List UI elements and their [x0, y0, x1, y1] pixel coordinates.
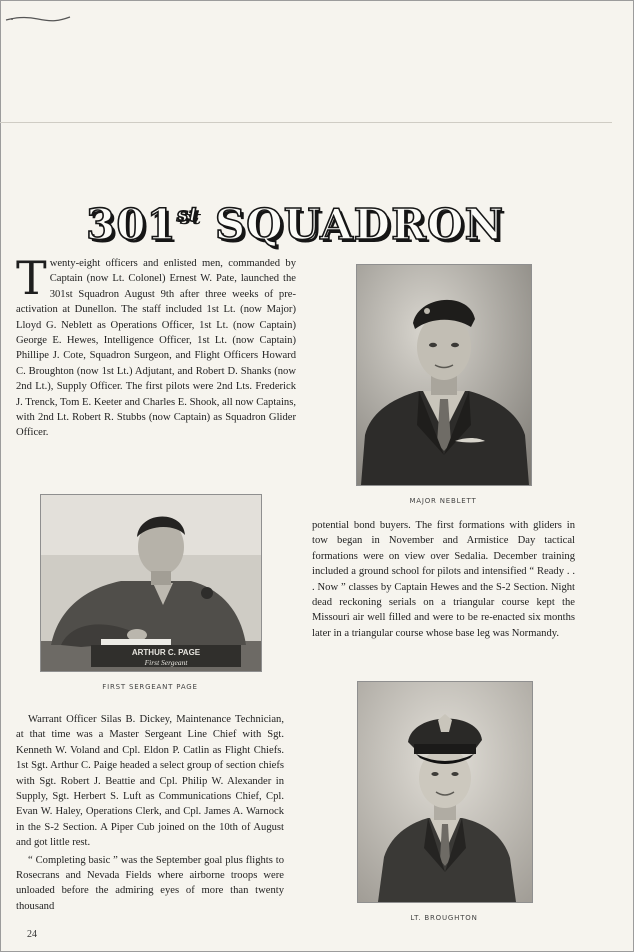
caption-lt-broughton: LT. BROUGHTON	[410, 914, 478, 922]
nameplate-rank: First Sergeant	[144, 658, 188, 667]
title-word: SQUADRON	[214, 200, 504, 249]
drop-cap: T	[16, 251, 47, 305]
page-title	[62, 186, 528, 249]
title-number: 301	[86, 200, 177, 249]
photo-lt-broughton	[357, 681, 533, 903]
photo-first-sergeant-page	[40, 494, 262, 672]
warrant-paragraph: Warrant Officer Silas B. Dickey, Maintenance Technician, at that time was a Master Sergeant Line Chief with Sgt. Kenneth W. Voland and Cpl. Eldon P. Catlin as Flight Chiefs. 1st Sgt. Arthur C. Paige headed a select group of section chiefs with Sgt. Robert J. Beattie and Cpl. Philip W. Alexander in Supply, Sgt. Herbert S. Luft as Communications Chief, Cpl. Evan W. Haley, Operations Clerk, and Cpl. James A. Warnock in the S-2 Section. A Piper Cub joined on the 10th of August and got little rest.	[16, 714, 284, 849]
photo-major-neblett	[356, 264, 532, 486]
fold-line	[0, 122, 612, 123]
nameplate-name: ARTHUR C. PAGE	[131, 648, 201, 657]
intro-paragraph	[16, 251, 296, 441]
title-suffix: st	[176, 202, 200, 226]
pencil-mark-icon	[4, 12, 74, 26]
intro-text: wenty-eight officers and enlisted men, commanded by Captain (now Lt. Colonel) Ernest W. Pate, launched the 301st Squadron August 9th after three weeks of pre-activation at Dunellon. The staff included 1st Lt. (now Major) Lloyd G. Neblett as Operations Officer, 1st Lt. (now Captain) George E. Hewes, Intelligence Officer, 1st Lt. (now Captain) Phillipe J. Cote, Squadron Surgeon, and Flight Officers Howard C. Broughton (now 1st Lt.) Adjutant, and Robert D. Shanks (now 2nd Lt.), Supply Officer. The first pilots were 2nd Lts. Frederick J. Trenck, Tom E. Keeter and Charles E. Shook, all now Captains, with 2nd Lt. Robert R. Stubbs (now Captain) as Squadron Glider Officer.	[16, 258, 296, 439]
caption-major-neblett: MAJOR NEBLETT	[409, 497, 477, 505]
caption-first-sergeant-page: FIRST SERGEANT PAGE	[102, 683, 198, 691]
lower-left-text	[16, 712, 284, 914]
completing-paragraph: “ Completing basic ” was the September goal plus flights to Rosecrans and Nevada Fields where airborne troops were unloaded before the admiring eyes of more than twenty thousand	[16, 854, 284, 912]
page-number: 24	[27, 929, 37, 940]
continued-paragraph: potential bond buyers. The first formations with gliders in tow began in November and Armistice Day tactical formations were on view over Sedalia. December training included a ground school for pilots and intensified “ Ready . . . Now ” classes by Captain Hewes and the S-2 Section. Night dead reckoning serials on a triangular course kept the Missouri air well filled and were to be re-enacted six months later in a triangular course whose base leg was Normandy.	[312, 520, 575, 639]
